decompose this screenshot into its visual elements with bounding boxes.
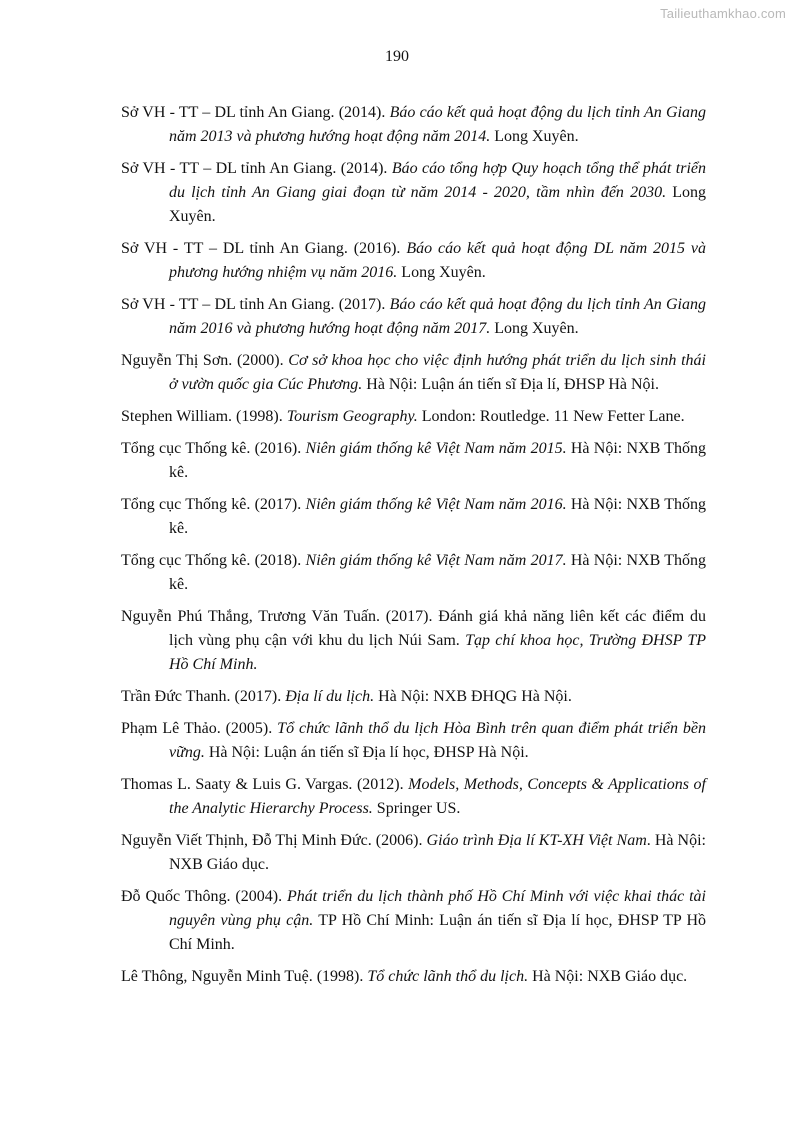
reference-authors: Tổng cục Thống kê. (2016). bbox=[121, 440, 306, 457]
reference-publisher: Hà Nội: NXB ĐHQG Hà Nội. bbox=[374, 688, 572, 705]
reference-authors: Tổng cục Thống kê. (2017). bbox=[121, 496, 306, 513]
reference-item bbox=[121, 293, 706, 341]
reference-title: Niên giám thống kê Việt Nam năm 2015. bbox=[305, 440, 567, 457]
reference-item bbox=[121, 493, 706, 541]
reference-authors: Nguyễn Phú Thắng, Trương Văn Tuấn. (2017). Đánh giá khả năng liên kết các điểm du lịch vùng phụ cận với khu du lịch Núi Sam. bbox=[121, 608, 706, 649]
reference-title: Tổ chức lãnh thổ du lịch. bbox=[367, 968, 529, 985]
reference-title: Báo cáo kết quả hoạt động DL năm 2015 và phương hướng nhiệm vụ năm 2016. bbox=[169, 240, 706, 281]
reference-item bbox=[121, 829, 706, 877]
reference-authors: Sở VH - TT – DL tỉnh An Giang. (2014). bbox=[121, 160, 392, 177]
reference-authors: Nguyễn Thị Sơn. (2000). bbox=[121, 352, 289, 369]
reference-publisher: Hà Nội: Luận án tiến sĩ Địa lí học, ĐHSP Hà Nội. bbox=[204, 744, 529, 761]
reference-publisher: . Hà Nội: NXB Giáo dục. bbox=[169, 832, 706, 873]
reference-publisher: Long Xuyên. bbox=[397, 264, 486, 281]
reference-title: Models, Methods, Concepts & Applications of the Analytic Hierarchy Process. bbox=[169, 776, 707, 817]
reference-authors: Sở VH - TT – DL tỉnh An Giang. (2014). bbox=[121, 104, 390, 121]
reference-publisher: Hà Nội: Luận án tiến sĩ Địa lí, ĐHSP Hà Nội. bbox=[362, 376, 659, 393]
reference-authors: Sở VH - TT – DL tỉnh An Giang. (2016). bbox=[121, 240, 407, 257]
reference-authors: Sở VH - TT – DL tỉnh An Giang. (2017). bbox=[121, 296, 390, 313]
reference-title: Niên giám thống kê Việt Nam năm 2016. bbox=[305, 496, 567, 513]
reference-item bbox=[121, 965, 706, 989]
reference-item bbox=[121, 773, 706, 821]
reference-item bbox=[121, 605, 706, 677]
reference-publisher: Springer US. bbox=[372, 800, 461, 817]
reference-publisher: London: Routledge. 11 New Fetter Lane. bbox=[417, 408, 685, 425]
reference-list bbox=[121, 101, 706, 997]
reference-publisher: Hà Nội: NXB Thống kê. bbox=[169, 552, 707, 593]
reference-publisher: Hà Nội: NXB Thống kê. bbox=[169, 440, 707, 481]
reference-item bbox=[121, 405, 706, 429]
reference-title: Báo cáo tổng hợp Quy hoạch tổng thể phát triển du lịch tỉnh An Giang giai đoạn từ năm 2014 - 2020, tầm nhìn đến 2030. bbox=[169, 160, 706, 201]
reference-item bbox=[121, 437, 706, 485]
reference-title: Giáo trình Địa lí KT-XH Việt Nam bbox=[426, 832, 647, 849]
reference-title: Báo cáo kết quả hoạt động du lịch tỉnh An Giang năm 2016 và phương hướng hoạt động năm 2017. bbox=[169, 296, 706, 337]
reference-authors: Stephen William. (1998). bbox=[121, 408, 287, 425]
reference-authors: Phạm Lê Thảo. (2005). bbox=[121, 720, 278, 737]
reference-item bbox=[121, 549, 706, 597]
reference-publisher: Hà Nội: NXB Giáo dục. bbox=[528, 968, 688, 985]
reference-authors: Đỗ Quốc Thông. (2004). bbox=[121, 888, 287, 905]
reference-title: Địa lí du lịch. bbox=[285, 688, 375, 705]
page-number: 190 bbox=[385, 48, 409, 65]
reference-item bbox=[121, 157, 706, 229]
reference-publisher: TP Hồ Chí Minh: Luận án tiến sĩ Địa lí học, ĐHSP TP Hồ Chí Minh. bbox=[169, 912, 707, 953]
reference-item bbox=[121, 349, 706, 397]
reference-publisher: Hà Nội: NXB Thống kê. bbox=[169, 496, 707, 537]
watermark-text: Tailieuthamkhao.com bbox=[660, 6, 786, 21]
reference-title: Tạp chí khoa học, Trường ĐHSP TP Hồ Chí Minh. bbox=[169, 632, 706, 673]
reference-title: Tourism Geography. bbox=[286, 408, 418, 425]
reference-title: Niên giám thống kê Việt Nam năm 2017. bbox=[305, 552, 567, 569]
reference-authors: Lê Thông, Nguyễn Minh Tuệ. (1998). bbox=[121, 968, 368, 985]
reference-authors: Trần Đức Thanh. (2017). bbox=[121, 688, 286, 705]
reference-authors: Nguyễn Viết Thịnh, Đỗ Thị Minh Đức. (2006). bbox=[121, 832, 427, 849]
reference-item bbox=[121, 717, 706, 765]
reference-publisher: Long Xuyên. bbox=[490, 320, 579, 337]
reference-title: Báo cáo kết quả hoạt động du lịch tỉnh An Giang năm 2013 và phương hướng hoạt động năm 2014. bbox=[169, 104, 706, 145]
reference-item bbox=[121, 685, 706, 709]
reference-publisher: Long Xuyên. bbox=[169, 184, 706, 225]
reference-item bbox=[121, 237, 706, 285]
reference-item bbox=[121, 101, 706, 149]
reference-title: Cơ sở khoa học cho việc định hướng phát triển du lịch sinh thái ở vườn quốc gia Cúc Phương. bbox=[169, 352, 706, 393]
reference-authors: Thomas L. Saaty & Luis G. Vargas. (2012). bbox=[121, 776, 409, 793]
reference-title: Phát triển du lịch thành phố Hồ Chí Minh với việc khai thác tài nguyên vùng phụ cận. bbox=[169, 888, 706, 929]
reference-authors: Tổng cục Thống kê. (2018). bbox=[121, 552, 306, 569]
reference-publisher: Long Xuyên. bbox=[490, 128, 579, 145]
reference-item bbox=[121, 885, 706, 957]
reference-title: Tổ chức lãnh thổ du lịch Hòa Bình trên quan điểm phát triển bền vững. bbox=[169, 720, 707, 761]
